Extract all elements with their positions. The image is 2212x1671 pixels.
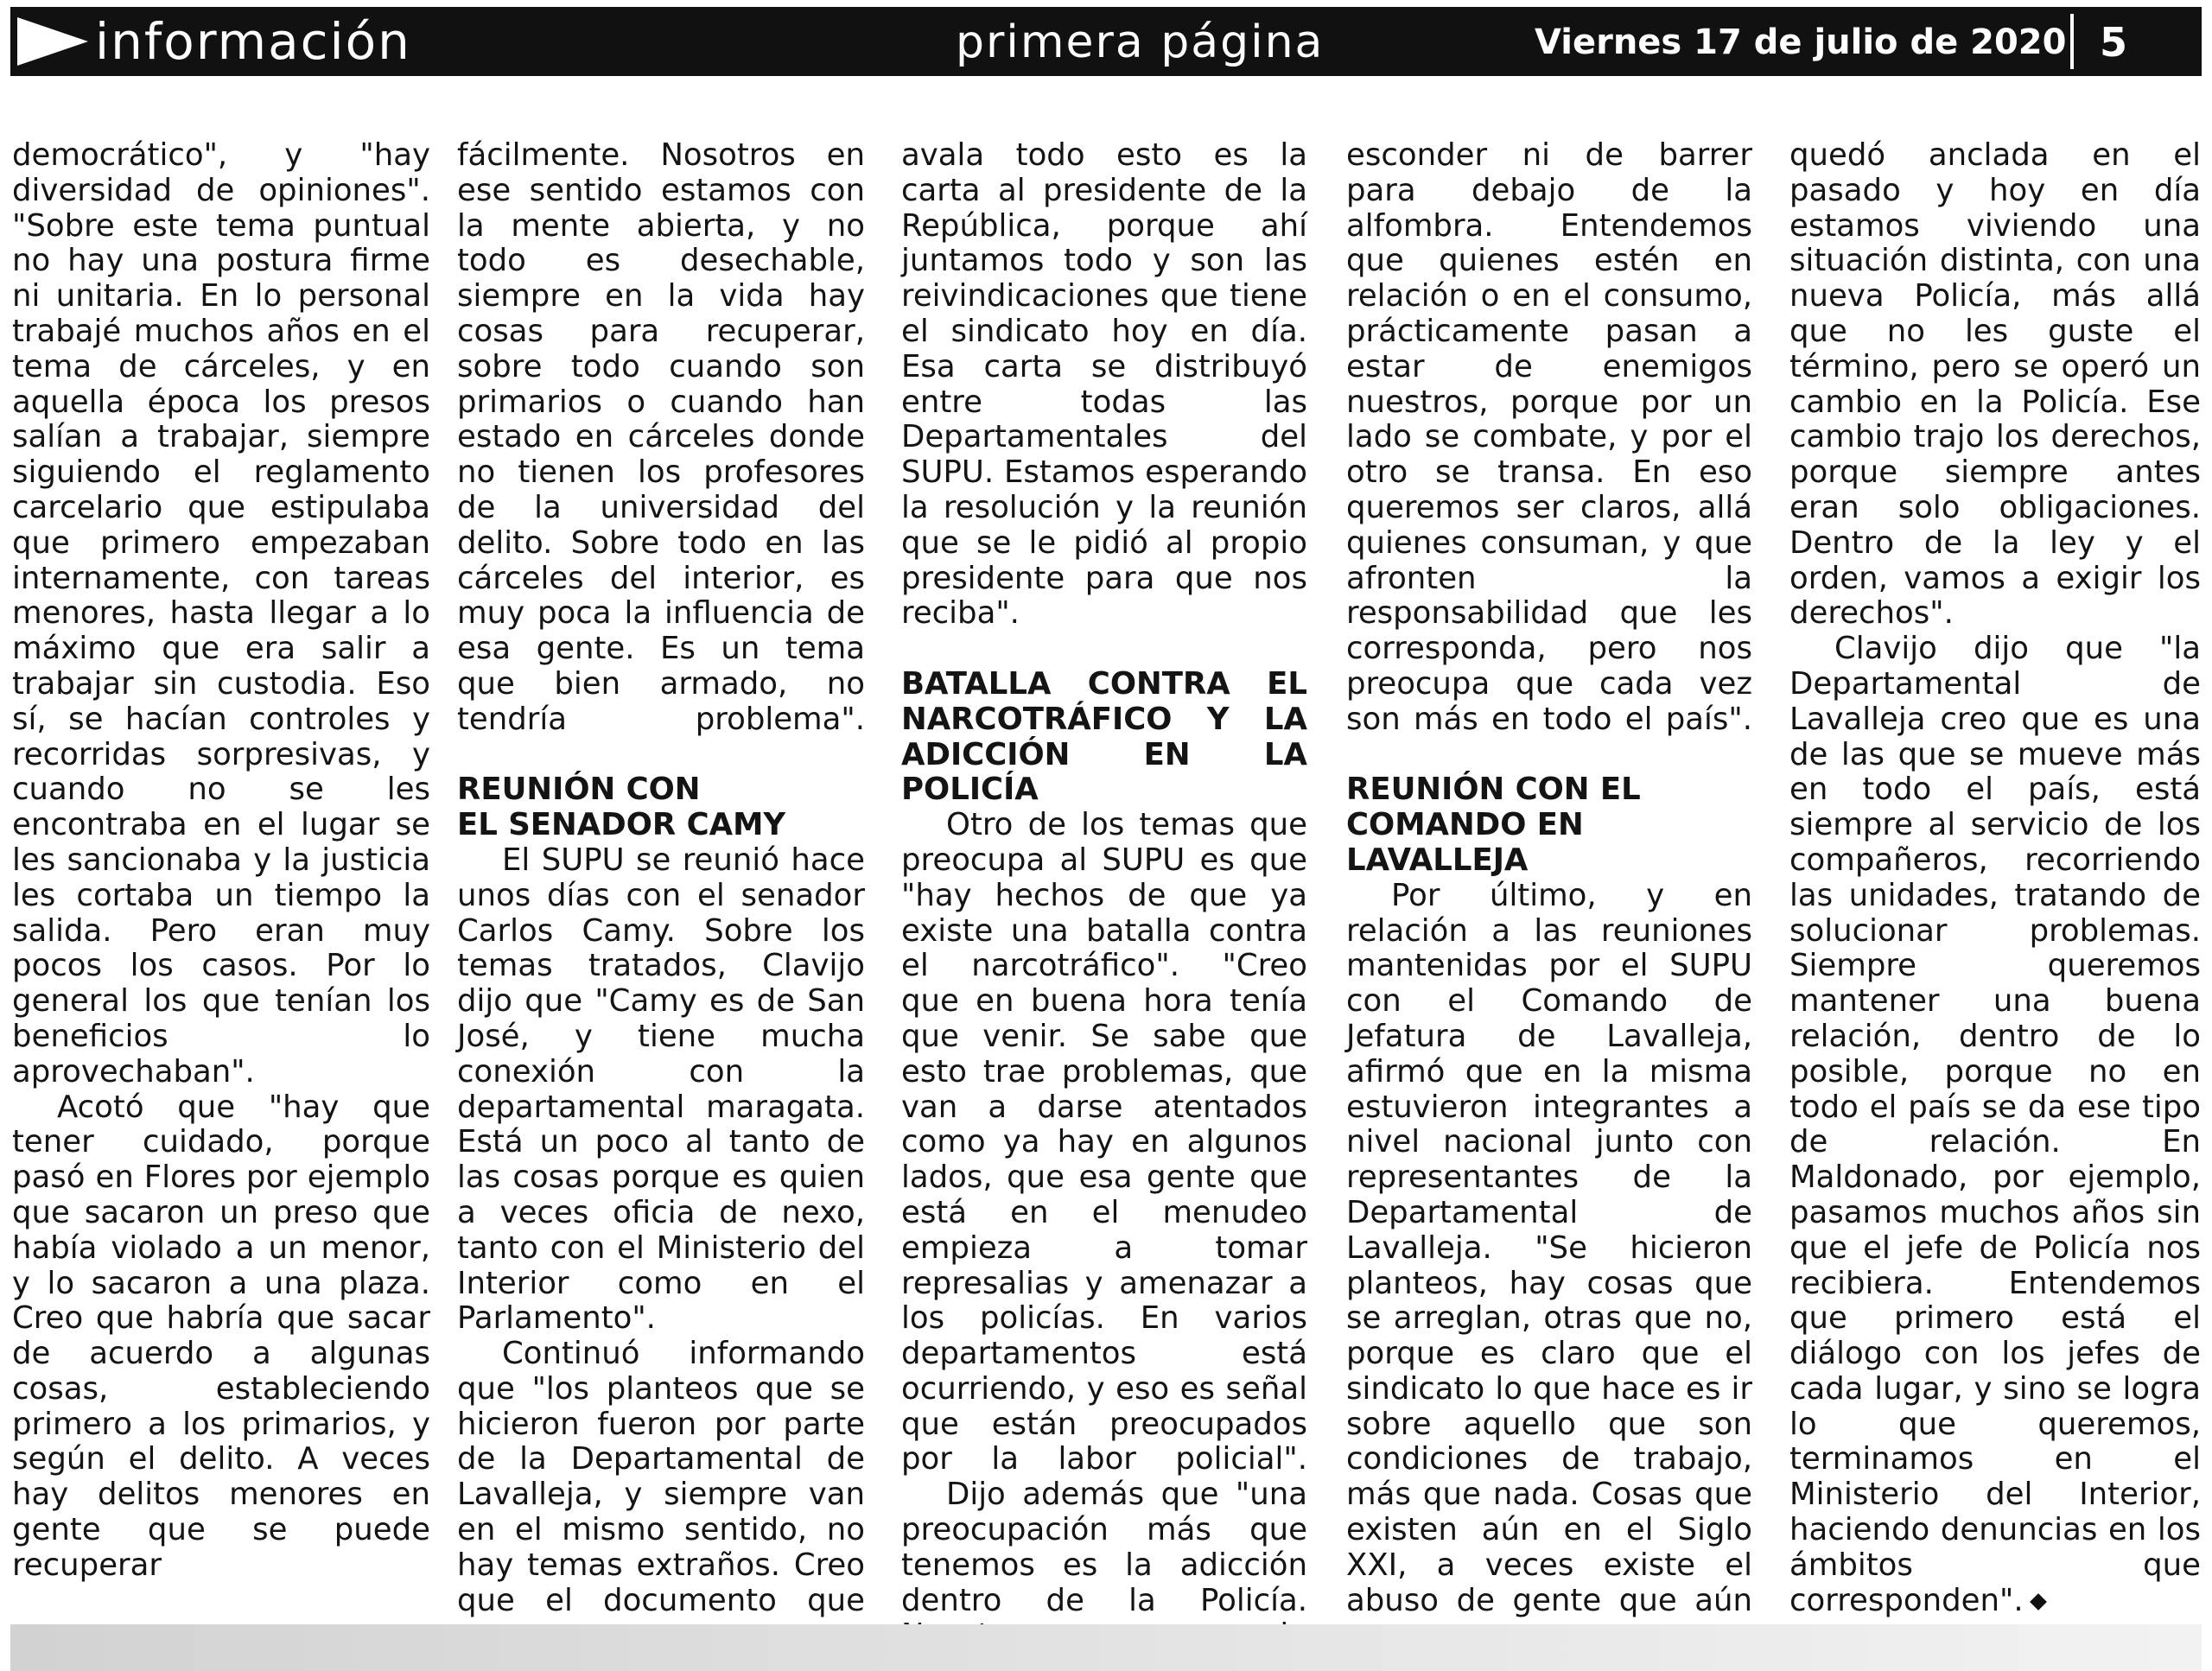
paragraph: avala todo esto es la carta al presidente de la República, porque ahí juntamos todo y son las reivindicaciones que tiene el sindicato hoy en día. Esa carta se distribuyó entre todas las Departamentales del SUPU. Estamos esperando la resolución y la reunión que se le pidió al propio presidente para que nos reciba". xyxy=(901,137,1307,632)
paragraph: democrático", y "hay diversidad de opiniones". "Sobre este tema puntual no hay una postura firme ni unitaria. En lo personal trabajé muchos años en el tema de cárceles, y en aquella época los presos salían a trabajar, siempre siguiendo el reglamento carcelario que estipulaba que primero empezaban internamente, con tareas menores, hasta llegar a lo máximo que era salir a trabajar sin custodia. Eso sí, se hacían controles y recorridas sorpresivas, y cuando no se les encontraba en el lugar se les sancionaba y la justicia les cortaba un tiempo la salida. Pero eran muy pocos los casos. Por lo general los que tenían los beneficios lo aprovechaban". xyxy=(12,137,430,1090)
article-column-1 xyxy=(12,138,430,1584)
page-divider xyxy=(2070,14,2074,69)
article-column-5 xyxy=(1789,138,2201,1618)
subheading-lavalleja-line-1: REUNIÓN CON EL xyxy=(1346,772,1641,808)
paragraph: Otro de los temas que preocupa al SUPU es que "hay hechos de que ya existe una batalla contra el narcotráfico". "Creo que en buena hora tenía que venir. Se sabe que esto trae problemas, que van a darse atentados como ya hay en algunos lados, que esa gente que está en el menudeo empieza a tomar represalias y amenazar a los policías. En varios departamentos está ocurriendo, y eso es señal que están preocupados por la labor policial". xyxy=(901,807,1307,1477)
article-column-3 xyxy=(901,138,1307,1654)
paragraph: Continuó informando que "los planteos que se hicieron fueron por parte de la Departamental de Lavalleja, y siempre van en el mismo sentido, no hay temas extraños. Creo que el documento que xyxy=(457,1336,865,1618)
section-arrow-icon xyxy=(17,17,88,66)
paragraph-final xyxy=(1789,632,2201,1618)
spacer xyxy=(901,632,1307,667)
footer-band xyxy=(10,1624,2202,1671)
newspaper-tagline: primera página xyxy=(956,16,1325,68)
article-column-4 xyxy=(1346,138,1752,1618)
paragraph: esconder ni de barrer para debajo de la alfombra. Entendemos que quienes estén en relación o en el consumo, prácticamente pasan a estar de enemigos nuestros, porque por un lado se combate, y por el otro se transa. En eso queremos ser claros, allá quienes consuman, y que afronten la responsabilidad que les corresponda, pero nos preocupa que cada vez son más en todo el país". xyxy=(1346,137,1752,737)
subheading-narcotrafico-line-3: ADICCIÓN EN LA POLICÍA xyxy=(901,736,1307,808)
article-column-2 xyxy=(457,138,865,1618)
subheading-senador-line-2: EL SENADOR CAMY xyxy=(457,807,786,843)
subheading-senador-line-1: REUNIÓN CON xyxy=(457,772,701,808)
subheading-narcotrafico-line-1: BATALLA CONTRA EL xyxy=(901,665,1307,702)
paragraph: Dijo además que "una preocupación más que tenemos es la adicción dentro de la Policía. xyxy=(901,1477,1307,1618)
paragraph-text: Clavijo dijo que "la Departamental de Lavalleja creo que es una de las que se mueve más en todo el país, está siempre al servicio de los compañeros, recorriendo las unidades, tratando de solucionar problemas. Siempre queremos mantener una buena relación, dentro de lo posible, porque no en todo el país se da ese tipo de relación. En Maldonado, por ejemplo, pasamos muchos años sin que el jefe de Policía nos recibiera. Entendemos que primero está el diálogo con los jefes de cada lugar, y sino se logra lo que queremos, terminamos en el Ministerio del Interior, haciendo denuncias en los ámbitos que corresponden". xyxy=(1789,631,2201,1618)
paragraph: quedó anclada en el pasado y hoy en día estamos viviendo una situación distinta, con una nueva Policía, más allá que no les guste el término, pero se operó un cambio en la Policía. Ese cambio trajo los derechos, porque siempre antes eran solo obligaciones. Dentro de la ley y el orden, vamos a exigir los derechos". xyxy=(1789,137,2201,632)
paragraph: Por último, y en relación a las reuniones mantenidas por el SUPU con el Comando de Jefatura de Lavalleja, afirmó que en la misma estuvieron integrantes a nivel nacional junto con representantes de la Departamental de Lavalleja. "Se hicieron planteos, hay cosas que se arreglan, otras que no, porque es claro que el sindicato lo que hace es ir sobre aquello que son condiciones de trabajo, más que nada. Cosas que existen aún en el Siglo XXI, a veces existe el abuso de gente que aún xyxy=(1346,877,1752,1618)
page-number: 5 xyxy=(2100,19,2128,66)
paragraph: fácilmente. Nosotros en ese sentido estamos con la mente abierta, y no todo es desechable, siempre en la vida hay cosas para recuperar, sobre todo cuando son primarios o cuando han estado en cárceles donde no tienen los profesores de la universidad del delito. Sobre todo en las cárceles del interior, es muy poca la influencia de esa gente. Es un tema que bien armado, no tendría problema". xyxy=(457,137,865,737)
page-header xyxy=(10,7,2202,76)
paragraph: Acotó que "hay que tener cuidado, porque pasó en Flores por ejemplo que sacaron un preso que había violado a un menor, y lo sacaron a una plaza. Creo que habría que sacar de acuerdo a algunas cosas, estableciendo primero a los primarios, y según el delito. A veces hay delitos menores en gente que se puede recuperar xyxy=(12,1089,430,1583)
end-of-article-icon xyxy=(2030,1593,2047,1611)
spacer xyxy=(1346,738,1752,773)
paragraph: El SUPU se reunió hace unos días con el senador Carlos Camy. Sobre los temas tratados, Clavijo dijo que "Camy es de San José, y tiene mucha conexión con la departamental maragata. Está un poco al tanto de las cosas porque es quien a veces oficia de nexo, tanto con el Ministerio del Interior como en el Parlamento". xyxy=(457,842,865,1337)
section-title: información xyxy=(95,12,411,71)
spacer xyxy=(457,738,865,773)
subheading-narcotrafico-line-2: NARCOTRÁFICO Y LA xyxy=(901,701,1307,737)
issue-date: Viernes 17 de julio de 2020 xyxy=(1535,22,2067,62)
subheading-lavalleja-line-2: COMANDO EN LAVALLEJA xyxy=(1346,807,1584,878)
